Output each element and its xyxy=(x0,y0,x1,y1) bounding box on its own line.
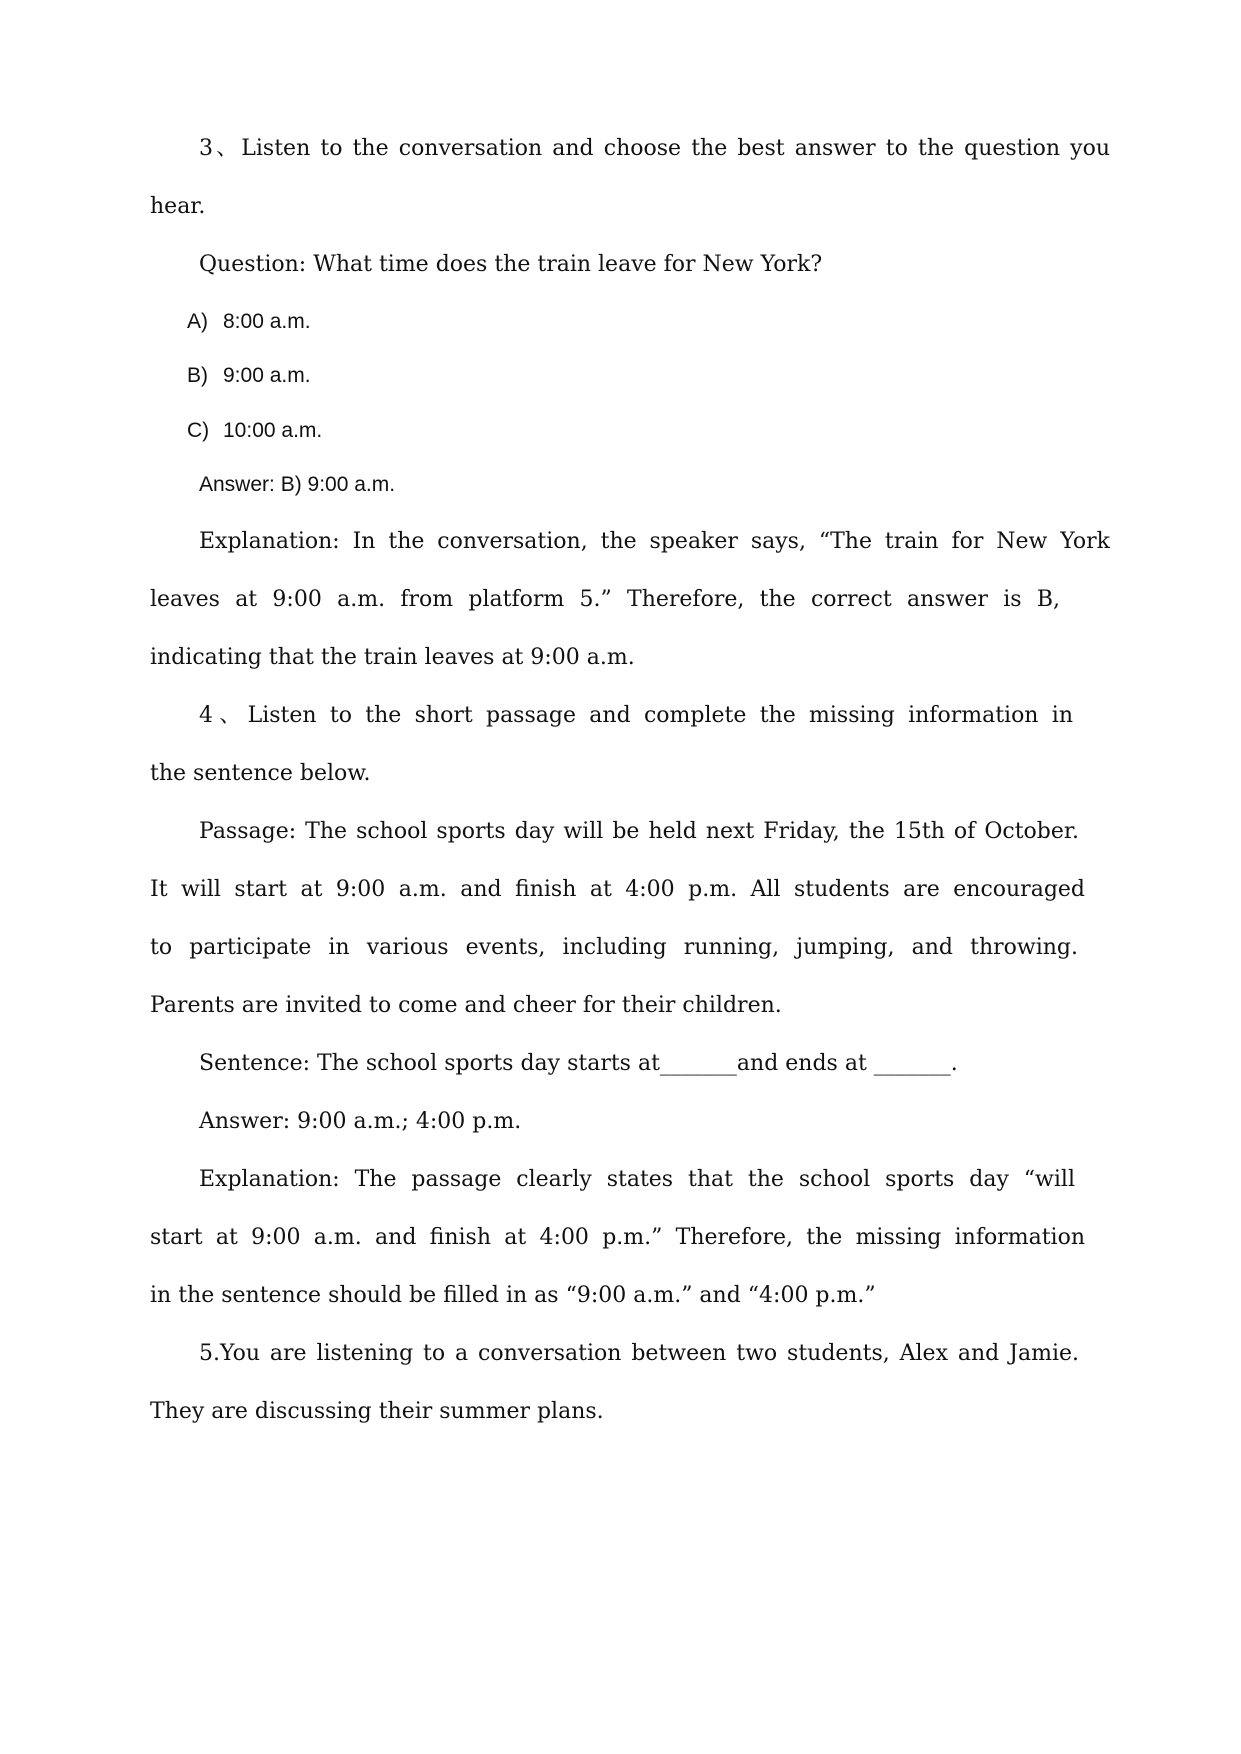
option-label: A) xyxy=(187,310,208,333)
q3-question: Question: What time does the train leave for New York? xyxy=(199,252,823,277)
q4-answer: Answer: 9:00 a.m.; 4:00 p.m. xyxy=(199,1109,522,1134)
q4-instruction-line2: the sentence below. xyxy=(150,761,371,786)
q3-answer: Answer: B) 9:00 a.m. xyxy=(199,473,396,496)
q4-explanation-line1: Explanation: The passage clearly states that the school sports day “will xyxy=(199,1167,1075,1192)
option-text: 8:00 a.m. xyxy=(223,310,311,333)
q3-option-c xyxy=(187,416,1147,446)
q4-sentence: Sentence: The school sports day starts at_______and ends at _______. xyxy=(199,1051,958,1076)
q3-instruction-line2: hear. xyxy=(150,194,206,219)
q4-instruction-line1: 4、Listen to the short passage and complete the missing information in xyxy=(199,703,1073,728)
q4-explanation-line2: start at 9:00 a.m. and finish at 4:00 p.m.” Therefore, the missing information xyxy=(150,1225,1085,1250)
q3-explanation-line3: indicating that the train leaves at 9:00 a.m. xyxy=(150,645,635,670)
q4-passage-line4: Parents are invited to come and cheer for their children. xyxy=(150,993,782,1018)
q5-instruction-line1: 5.You are listening to a conversation between two students, Alex and Jamie. xyxy=(199,1341,1079,1366)
q4-passage-line2: It will start at 9:00 a.m. and finish at 4:00 p.m. All students are encouraged xyxy=(150,877,1085,902)
option-text: 9:00 a.m. xyxy=(223,364,311,387)
q3-explanation-line2: leaves at 9:00 a.m. from platform 5.” Therefore, the correct answer is B, xyxy=(150,587,1060,612)
q4-passage-line3: to participate in various events, including running, jumping, and throwing. xyxy=(150,935,1078,960)
q3-option-b xyxy=(187,361,1147,391)
option-label: B) xyxy=(187,364,208,387)
q3-explanation-line1: Explanation: In the conversation, the speaker says, “The train for New York xyxy=(199,529,1110,554)
q4-passage-line1: Passage: The school sports day will be held next Friday, the 15th of October. xyxy=(199,819,1079,844)
q3-instruction-line1: 3、Listen to the conversation and choose the best answer to the question you xyxy=(199,136,1110,161)
option-label: C) xyxy=(187,419,210,442)
option-text: 10:00 a.m. xyxy=(223,419,323,442)
q5-instruction-line2: They are discussing their summer plans. xyxy=(150,1399,604,1424)
q3-option-a xyxy=(187,307,1147,337)
q4-explanation-line3: in the sentence should be filled in as “9:00 a.m.” and “4:00 p.m.” xyxy=(150,1283,876,1308)
